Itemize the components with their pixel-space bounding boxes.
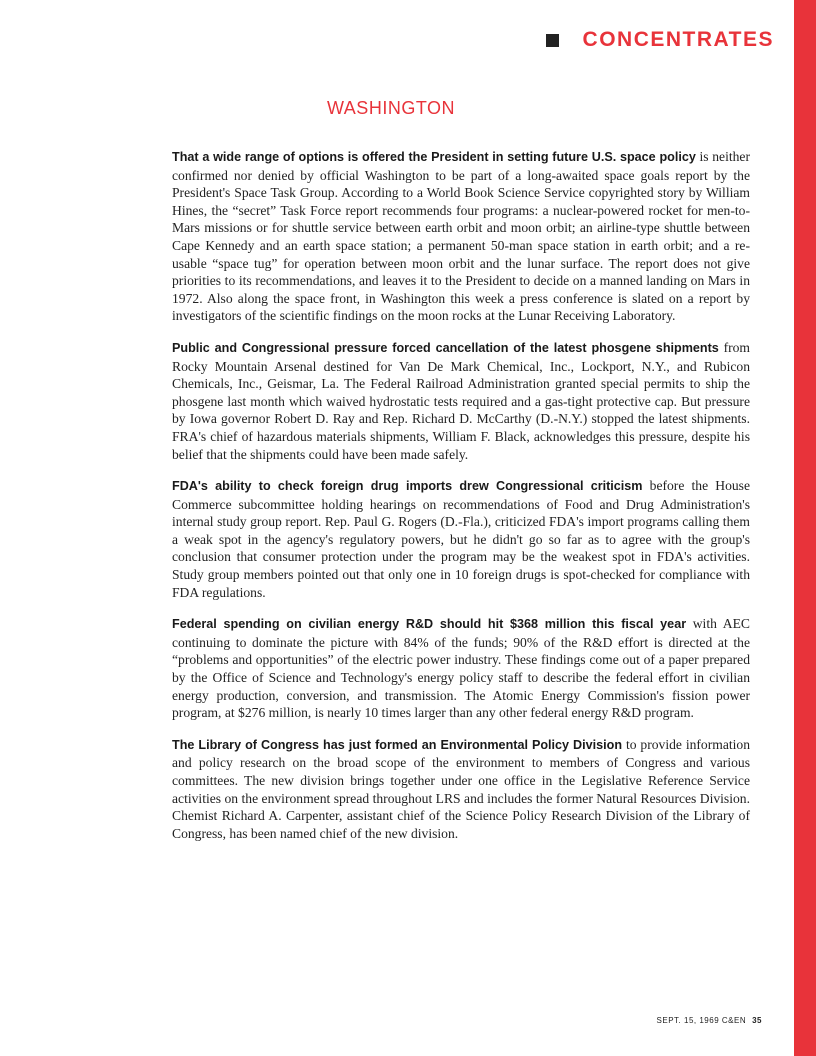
news-item bbox=[172, 615, 750, 722]
news-item bbox=[172, 339, 750, 463]
square-bullet-icon bbox=[546, 34, 559, 47]
item-headline: That a wide range of options is offered the President in setting future U.S. space policy bbox=[172, 150, 696, 164]
item-headline: FDA's ability to check foreign drug imports drew Congressional criticism bbox=[172, 479, 643, 494]
news-item bbox=[172, 736, 750, 843]
item-headline: Federal spending on civilian energy R&D should hit $368 million this fiscal year bbox=[172, 617, 687, 632]
item-headline: Public and Congressional pressure forced cancellation of the latest phosgene shipments bbox=[172, 340, 719, 355]
page-number: 35 bbox=[752, 1016, 762, 1025]
page-footer bbox=[657, 1016, 762, 1025]
red-page-edge bbox=[794, 0, 816, 1056]
news-items bbox=[172, 148, 750, 856]
page-title: WASHINGTON bbox=[326, 98, 455, 118]
item-body: with AEC continuing to dominate the picture with 84% of the funds; 90% of the R&D effort is directed at the “problems and opportunities” of the electric power industry. These findings come out of a paper prepared by the Office of Science and Technology's energy policy staff to describe the federal effort in civilian energy production, conversion, and transmission. The Atomic Energy Commission's fission power program, at $276 million, is nearly 10 times larger than any other federal energy R&D program. bbox=[172, 616, 750, 721]
page-header bbox=[546, 28, 774, 52]
item-headline: The Library of Congress has just formed an Environmental Policy Division bbox=[172, 737, 623, 752]
news-item bbox=[172, 477, 750, 601]
section-label: CONCENTRATES bbox=[582, 28, 774, 51]
news-item bbox=[172, 148, 750, 325]
item-body: before the House Commerce subcommittee holding hearings on recommendations of Food and Drug Administration's internal study group report. Rep. Paul G. Rogers (D.-Fla.), criticized FDA's import programs calling them a weak spot in the agency's regulatory powers, but he didn't go so far as to agree with the group's conclusion that consumer protection under the program may be the weakest spot in FDA's activities. Study group members pointed out that only one in 10 foreign drugs is spot-checked for compliance with FDA regulations. bbox=[172, 478, 750, 600]
issue-date: SEPT. 15, 1969 C&EN bbox=[656, 1016, 747, 1025]
item-body: is neither confirmed nor denied by official Washington to be part of a long-awaited space goals report by the President's Space Task Group. According to a World Book Science Service copyrighted story by William Hines, the “secret” Task Force report recommends four programs: a nuclear-powered rocket for men-to-Mars missions or for shuttle service between earth orbit and moon orbit; an airline-type shuttle between Cape Kennedy and an earth space station; a permanent 50-man space station in earth orbit; and a re-usable “space tug” for operation between moon orbit and the lunar surface. The report does not give priorities to its recommendations, and leaves it to the President to decide on a manned landing on Mars in 1972. Also along the space front, in Washington this week a press conference is slated on a report by investigators of the scientific findings on the moon rocks at the Lunar Receiving Laboratory. bbox=[172, 149, 750, 324]
item-body: from Rocky Mountain Arsenal destined for Van De Mark Chemical, Inc., Lockport, N.Y., and Rubicon Chemicals, Inc., Geismar, La. The Federal Railroad Administration granted special permits to ship the phosgene last month which waived hydrostatic tests required and a gas-tight protective cap. But pressure by Iowa governor Robert D. Ray and Rep. Richard D. McCarthy (D.-N.Y.) stopped the latest shipments. FRA's chief of hazardous materials shipments, William F. Black, acknowledges this pressure, despite his belief that the shipments could have been made safely. bbox=[172, 339, 750, 462]
item-body: to provide information and policy research on the broad scope of the environment to members of Congress and various committees. The new division brings together under one office in the Legislative Reference Service activities on the environment spread throughout LRS and includes the former Natural Resources Division. Chemist Richard A. Carpenter, assistant chief of the Science Policy Research Division of the Library of Congress, has been named chief of the new division. bbox=[172, 736, 751, 841]
